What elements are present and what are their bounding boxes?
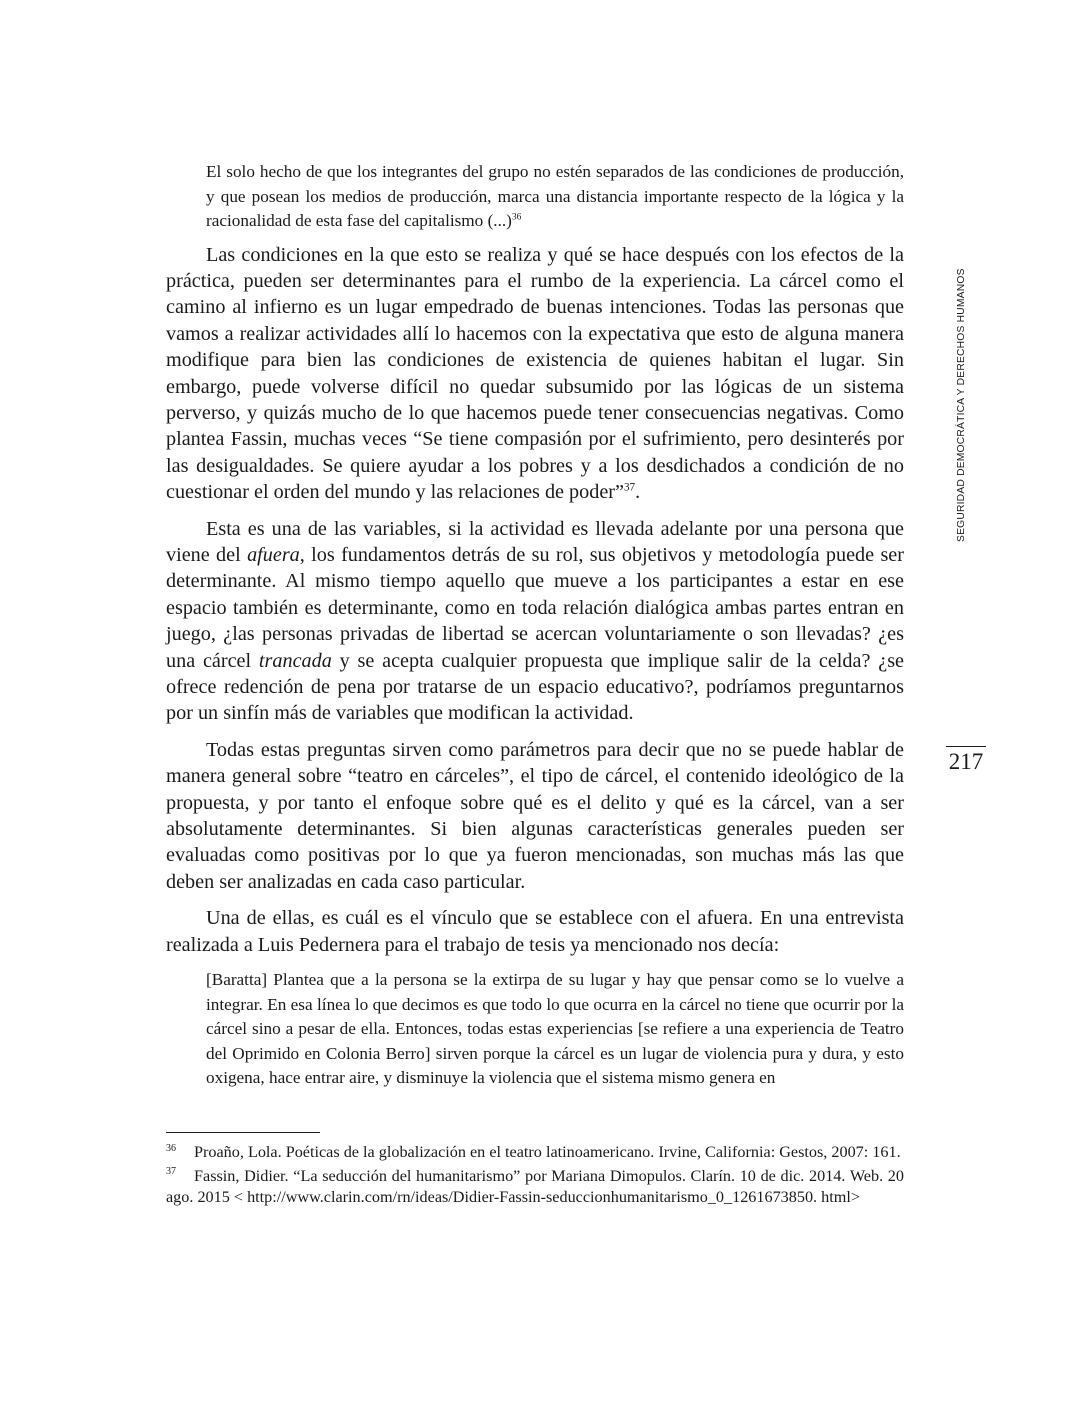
paragraph-2 bbox=[166, 516, 904, 727]
footnote-37: 37 Fassin, Didier. “La seducción del humanitarismo” por Mariana Dimopulos. Clarín. 10 de dic. 2014. Web. 20 ago. 2015 < http://www.clarin.com/rn/ideas/Didier-Fassin-seduccionhumanitarismo_0_1261673850. html> bbox=[166, 1166, 904, 1206]
paragraph-1 bbox=[166, 242, 904, 506]
page-body bbox=[166, 160, 904, 1091]
paragraph-2-text-a: Esta es una de las variables, si la actividad es llevada adelante por una persona que viene del bbox=[166, 517, 904, 566]
quote-bottom-text: [Baratta] Plantea que a la persona se la extirpa de su lugar y hay que pensar como se lo vuelve a integrar. En esa línea lo que decimos es que todo lo que ocurra en la cárcel no tiene que ocurrir por la cárcel sino a pesar de ella. Entonces, todas estas experiencias [se refiere a una experiencia de Teatro del Oprimido en Colonia Berro] sirven porque la cárcel es un lugar de violencia pura y dura, y esto oxigena, hace entrar aire, y disminuye la violencia que el sistema mismo genera en bbox=[206, 970, 904, 1088]
block-quote-top bbox=[206, 160, 904, 234]
footnote-ref-37: 37 bbox=[623, 481, 636, 494]
paragraph-3: Todas estas preguntas sirven como parámetros para decir que no se puede hablar de manera general sobre “teatro en cárceles”, el tipo de cárcel, el contenido ideológico de la propuesta, y por tanto el enfoque sobre qué es el delito y qué es la cárcel, van a ser absolutamente determinantes. Si bien algunas características generales pueden ser evaluadas como positivas por lo que ya fueron mencionadas, son muchas más las que deben ser analizadas en cada caso particular. bbox=[166, 738, 904, 893]
italic-afuera: afuera bbox=[247, 543, 300, 566]
italic-trancada: trancada bbox=[258, 649, 332, 672]
paragraph-2-text-c: y se acepta cualquier propuesta que implique salir de la celda? ¿se ofrece redención de pena por tratarse de un espacio educativo?, podríamos preguntarnos por un sinfín más de variables que modifican la actividad. bbox=[166, 649, 905, 725]
footnote-36: 36 Proaño, Lola. Poéticas de la globalización en el teatro latinoamericano. Irvine, California: Gestos, 2007: 161. bbox=[166, 1142, 901, 1161]
paragraph-1-text: Las condiciones en la que esto se realiza y qué se hace después con los efectos de la práctica, pueden ser determinantes para el rumbo de la experiencia. La cárcel como el camino al infierno es un lugar empedrado de buenas intenciones. Todas las personas que vamos a realizar actividades allí lo hacemos con la expectativa que esto de alguna manera modifique para bien las condiciones de existencia de quienes habitan el lugar. Sin embargo, puede volverse difícil no quedar subsumido por las lógicas de un sistema perverso, y quizás mucho de lo que hacemos puede tener consecuencias negativas. Como plantea Fassin, muchas veces “Se tiene compasión por el sufrimiento, pero desinterés por las desigualdades. Se quiere ayudar a los pobres y a los desdichados a condición de no cuestionar el orden del mundo y las relaciones de poder” bbox=[166, 243, 904, 504]
page-number: 217 bbox=[948, 749, 984, 774]
footnote-text: Fassin, Didier. “La seducción del humanitarismo” por Mariana Dimopulos. Clarín. 10 de dic. 2014. Web. 20 ago. 2015 < http://www.clarin.com/rn/ideas/Didier-Fassin-seduccionhumanitarismo_0_1261673850. html> bbox=[166, 1166, 904, 1206]
paragraph-2-text-b: , los fundamentos detrás de su rol, sus objetivos y metodología puede ser determinante. Al mismo tiempo aquello que mueve a los participantes a estar en ese espacio también es determinante, como en toda relación dialógica ambas partes entran en juego, ¿las personas privadas de libertad se acercan voluntariamente o son llevadas? ¿es una cárcel bbox=[166, 543, 904, 672]
quote-top-text: El solo hecho de que los integrantes del grupo no estén separados de las condiciones de producción, y que posean los medios de producción, marca una distancia importante respecto de la lógica y la racionalidad de esta fase del capitalismo (...) bbox=[206, 162, 904, 230]
footnote-text: Proaño, Lola. Poéticas de la globalización en el teatro latinoamericano. Irvine, California: Gestos, 2007: 161. bbox=[194, 1143, 901, 1161]
page-number-rule bbox=[946, 746, 986, 747]
block-quote-bottom bbox=[206, 968, 904, 1091]
running-header-vertical: SEGURIDAD DEMOCRÁTICA Y DERECHOS HUMANOS bbox=[956, 268, 967, 542]
paragraph-1-end: . bbox=[635, 481, 641, 504]
footnote-ref-36: 36 bbox=[511, 212, 522, 223]
paragraph-4: Una de ellas, es cuál es el vínculo que se establece con el afuera. En una entrevista realizada a Luis Pedernera para el trabajo de tesis ya mencionado nos decía: bbox=[166, 907, 904, 956]
block-quote-text bbox=[206, 160, 904, 234]
footnotes bbox=[166, 1142, 904, 1211]
footnote-divider bbox=[166, 1132, 320, 1133]
